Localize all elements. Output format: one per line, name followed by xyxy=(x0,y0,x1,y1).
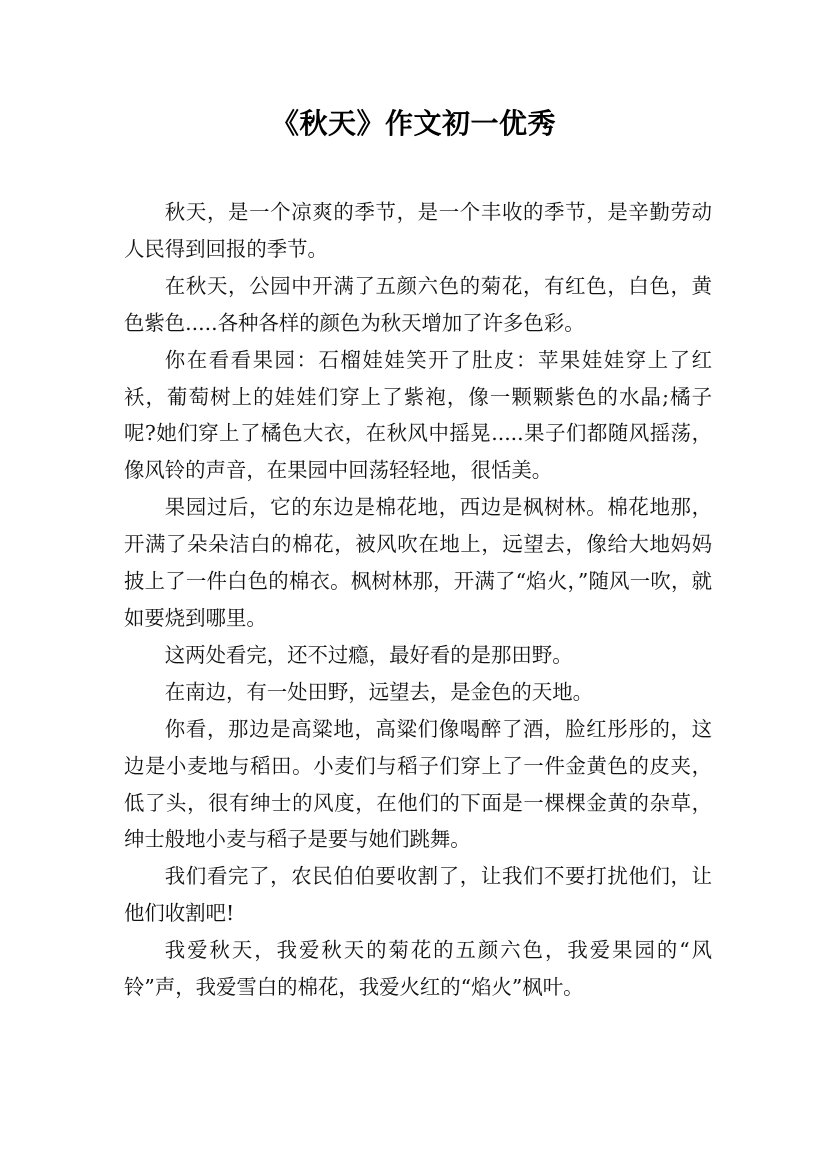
paragraph: 果园过后，它的东边是棉花地，西边是枫树林。棉花地那，开满了朵朵洁白的棉花，被风吹在地上，远望去，像给大地妈妈披上了一件白色的棉衣。枫树林那，开满了“焰火，”随风一吹，就如要烧到哪里。 xyxy=(124,495,712,630)
paragraph: 这两处看完，还不过瘾，最好看的是那田野。 xyxy=(164,642,573,667)
paragraph: 我爱秋天，我爱秋天的菊花的五颜六色，我爱果园的“风铃”声，我爱雪白的棉花，我爱火红的“焰火”枫叶。 xyxy=(124,938,712,1000)
paragraph: 秋天，是一个凉爽的季节，是一个丰收的季节，是辛勤劳动人民得到回报的季节。 xyxy=(124,200,712,261)
paragraph: 你在看看果园：石榴娃娃笑开了肚皮：苹果娃娃穿上了红袄，葡萄树上的娃娃们穿上了紫袍，像一颗颗紫色的水晶;橘子呢?她们穿上了橘色大衣，在秋风中摇晃.....果子们都随风摇荡，像风铃的声音，在果园中回荡轻轻地，很恬美。 xyxy=(124,347,712,483)
paragraph: 在秋天，公园中开满了五颜六色的菊花，有红色，白色，黄色紫色.....各种各样的颜色为秋天增加了许多色彩。 xyxy=(124,273,712,335)
document-body xyxy=(124,194,712,1006)
paragraph: 你看，那边是高粱地，高粱们像喝醉了酒，脸红彤彤的，这边是小麦地与稻田。小麦们与稻子们穿上了一件金黄色的皮夹，低了头，很有绅士的风度，在他们的下面是一棵棵金黄的杂草，绅士般地小麦与稻子是要与她们跳舞。 xyxy=(124,716,712,852)
paragraph: 在南边，有一处田野，远望去，是金色的天地。 xyxy=(164,679,593,704)
document-title: 《秋天》作文初一优秀 xyxy=(270,107,556,140)
paragraph: 我们看完了，农民伯伯要收割了，让我们不要打扰他们，让他们收割吧! xyxy=(124,864,712,926)
